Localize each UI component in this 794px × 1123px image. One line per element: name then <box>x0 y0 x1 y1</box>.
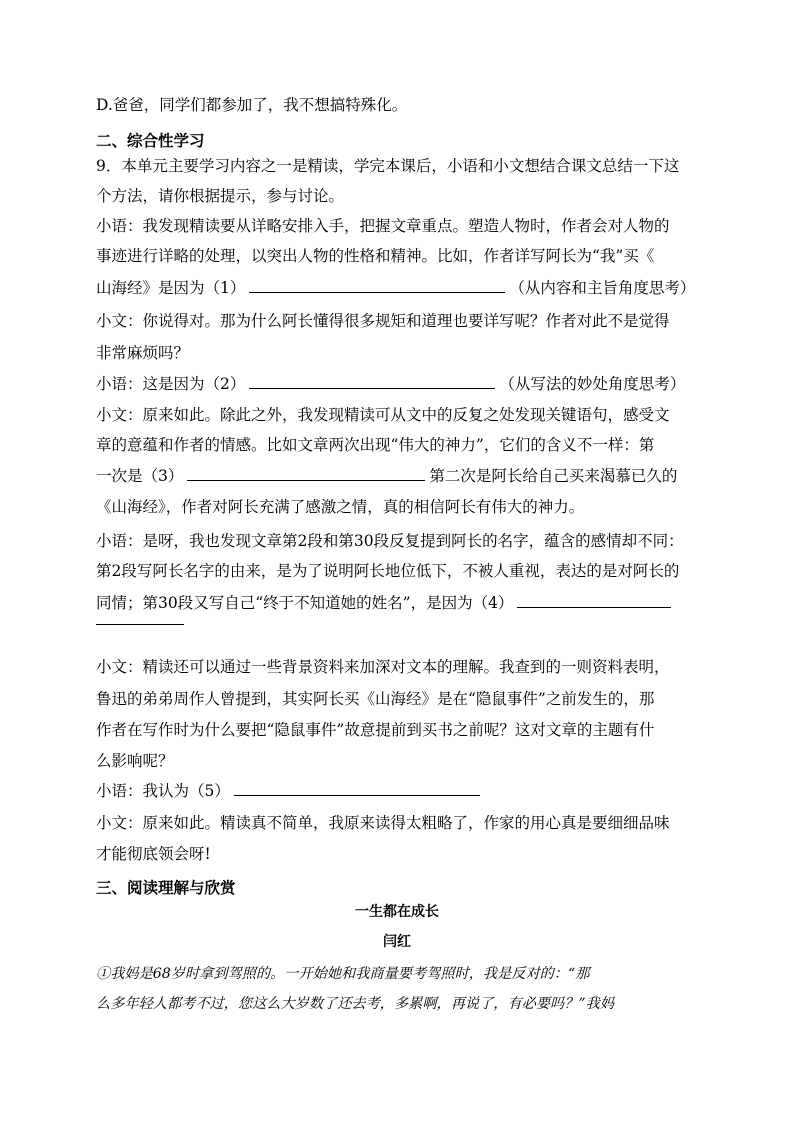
dialogue-line: 非常麻烦吗？ <box>96 344 190 362</box>
dialogue-line: 《山海经》，作者对阿长充满了感激之情，真的相信阿长有伟大的神力。 <box>96 498 585 516</box>
answer-blank-1[interactable] <box>249 279 505 293</box>
dialogue-line: 第2段写阿长名字的由来，是为了说明阿长地位低下，不被人重视，表达的是对阿长的 <box>96 562 680 580</box>
dialogue-text: 一次是（3） <box>96 467 184 485</box>
dialogue-hint: （从写法的妙处角度思考） <box>499 375 686 393</box>
dialogue-line: 鲁迅的弟弟周作人曾提到，其实阿长买《山海经》是在“隐鼠事件”之前发生的，那 <box>96 690 655 708</box>
answer-blank-5[interactable] <box>234 782 480 796</box>
dialogue-line: 小语：我发现精读要从详略安排入手，把握文章重点。塑造人物时，作者会对人物的 <box>96 217 670 235</box>
dialogue-line <box>96 466 677 486</box>
section-heading-comprehensive-study: 二、综合性学习 <box>96 132 205 150</box>
dialogue-text: 小语：我认为（5） <box>96 782 230 800</box>
question-9-line-2: 个方法，请你根据提示，参与讨论。 <box>96 187 345 205</box>
dialogue-text: 第二次是阿长给自己买来渴慕已久的 <box>429 467 678 485</box>
dialogue-line: 小语：是呀，我也发现文章第2段和第30段反复提到阿长的名字，蕴含的感情却不同： <box>96 532 684 550</box>
dialogue-line <box>96 781 484 801</box>
essay-paragraph-line: 么多年轻人都考不过，您这么大岁数了还去考，多累啊，再说了，有必要吗？”我妈 <box>96 996 615 1012</box>
dialogue-line: 小文：原来如此。除此之外，我发现精读可从文中的反复之处发现关键语句，感受文 <box>96 406 670 424</box>
option-d: D.爸爸，同学们都参加了，我不想搞特殊化。 <box>96 96 408 114</box>
dialogue-text: 山海经》是因为（1） <box>96 279 246 297</box>
dialogue-text: 同情；第30段又写自己“终于不知道她的姓名”，是因为（4） <box>96 594 514 612</box>
dialogue-line: 才能彻底领会呀! <box>96 845 211 863</box>
dialogue-line <box>96 278 695 298</box>
dialogue-line: 么影响呢？ <box>96 752 174 770</box>
answer-blank-4[interactable] <box>517 594 671 608</box>
dialogue-line: 章的意蕴和作者的情感。比如文章两次出现“伟大的神力”，它们的含义不一样：第 <box>96 436 655 454</box>
answer-blank-3[interactable] <box>187 467 425 481</box>
essay-author: 闫红 <box>383 934 411 950</box>
dialogue-line: 小文：你说得对。那为什么阿长懂得很多规矩和道理也要详写呢？作者对此不是觉得 <box>96 312 670 330</box>
dialogue-hint: （从内容和主旨角度思考） <box>509 279 696 297</box>
essay-title: 一生都在成长 <box>355 904 439 920</box>
dialogue-text: 小语：这是因为（2） <box>96 375 246 393</box>
dialogue-line: 作者在写作时为什么要把“隐鼠事件”故意提前到买书之前呢？这对文章的主题有什 <box>96 721 655 739</box>
essay-paragraph-line: ①我妈是68岁时拿到驾照的。一开始她和我商量要考驾照时，我是反对的：“那 <box>96 966 590 982</box>
question-9-line-1: 9．本单元主要学习内容之一是精读，学完本课后，小语和小文想结合课文总结一下这 <box>96 157 680 175</box>
dialogue-line: 小文：原来如此。精读真不简单，我原来读得太粗略了，作家的用心真是要细细品味 <box>96 814 670 832</box>
dialogue-line: 事迹进行详略的处理，以突出人物的性格和精神。比如，作者详写阿长为“我”买《 <box>96 247 655 265</box>
dialogue-line: 小文：精读还可以通过一些背景资料来加深对文本的理解。我查到的一则资料表明， <box>96 658 670 676</box>
answer-blank-4-continuation[interactable] <box>96 624 184 625</box>
answer-blank-2[interactable] <box>249 375 495 389</box>
dialogue-line <box>96 374 685 394</box>
dialogue-line <box>96 593 675 613</box>
section-heading-reading: 三、阅读理解与欣赏 <box>96 879 236 897</box>
